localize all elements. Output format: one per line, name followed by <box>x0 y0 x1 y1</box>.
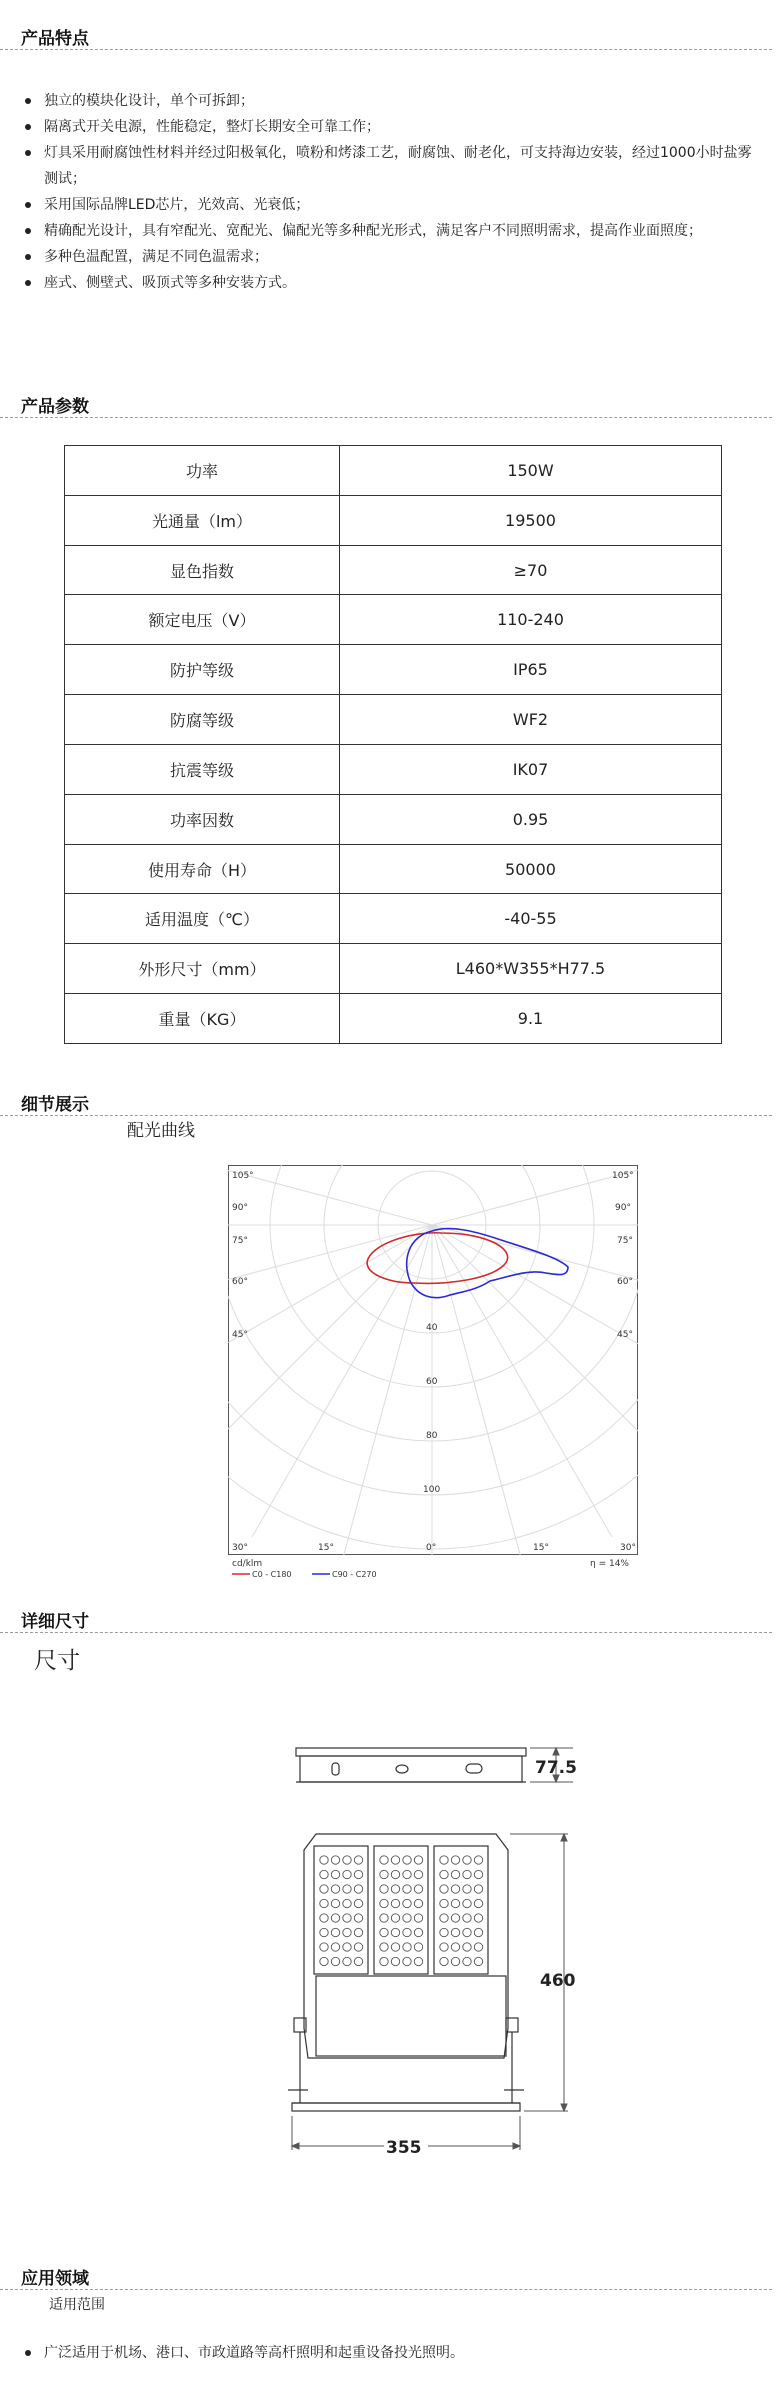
led-lens <box>463 1928 471 1936</box>
param-name: 抗震等级 <box>65 744 340 794</box>
led-lens <box>331 1914 339 1922</box>
led-lens <box>403 1957 411 1965</box>
table-row <box>65 645 722 695</box>
led-lens <box>440 1870 448 1878</box>
param-name: 显色指数 <box>65 545 340 595</box>
param-value: 110-240 <box>340 595 722 645</box>
angle-label: 15° <box>318 1543 334 1553</box>
section-divider <box>0 417 772 418</box>
led-lens <box>414 1899 422 1907</box>
applications-title: 应用领域 <box>21 2269 89 2289</box>
section-divider <box>0 2289 772 2290</box>
led-lens <box>463 1957 471 1965</box>
table-row <box>65 994 722 1044</box>
table-row <box>65 595 722 645</box>
features-list <box>0 88 776 296</box>
led-lens <box>463 1856 471 1864</box>
param-value: IP65 <box>340 645 722 695</box>
led-lens <box>451 1856 459 1864</box>
radial-label: 60 <box>426 1377 438 1387</box>
led-lens <box>391 1943 399 1951</box>
led-lens <box>343 1914 351 1922</box>
led-lens <box>331 1928 339 1936</box>
led-lens <box>451 1914 459 1922</box>
led-lens <box>440 1957 448 1965</box>
angle-label: 15° <box>533 1543 549 1553</box>
section-divider <box>0 49 772 50</box>
led-lens <box>474 1957 482 1965</box>
led-lens <box>343 1885 351 1893</box>
led-lens <box>331 1957 339 1965</box>
angle-label: 90° <box>615 1203 631 1213</box>
param-name: 外形尺寸（mm） <box>65 944 340 994</box>
led-lens <box>331 1943 339 1951</box>
led-lens <box>451 1943 459 1951</box>
curve-label: 配光曲线 <box>127 1121 195 1141</box>
front-view <box>288 1834 524 2111</box>
angle-label: 75° <box>232 1236 248 1246</box>
angle-label: 60° <box>617 1277 633 1287</box>
table-row <box>65 695 722 745</box>
led-lens <box>391 1870 399 1878</box>
led-lens <box>380 1899 388 1907</box>
led-lens <box>354 1856 362 1864</box>
led-lens <box>463 1870 471 1878</box>
features-title: 产品特点 <box>21 29 89 49</box>
led-lens <box>451 1870 459 1878</box>
details-section-header <box>0 1066 776 1118</box>
dimensions-title: 详细尺寸 <box>21 1612 89 1632</box>
led-lens <box>391 1928 399 1936</box>
param-value: L460*W355*H77.5 <box>340 944 722 994</box>
feature-item: 采用国际品牌LED芯片，光效高、光衰低； <box>0 192 776 218</box>
led-lens <box>474 1899 482 1907</box>
polar-chart-svg <box>228 1165 650 1579</box>
led-lens <box>354 1885 362 1893</box>
polar-light-distribution-chart <box>228 1165 650 1579</box>
led-lens <box>331 1856 339 1864</box>
led-lens <box>380 1914 388 1922</box>
efficiency-label: η = 14% <box>590 1559 629 1569</box>
param-name: 光通量（lm） <box>65 495 340 545</box>
height-value: 77.5 <box>535 1758 577 1778</box>
dimensions-section-header <box>0 1583 776 1635</box>
legend-label-c0: C0 - C180 <box>252 1570 292 1579</box>
led-lens <box>380 1943 388 1951</box>
led-lens <box>391 1885 399 1893</box>
param-name: 功率 <box>65 446 340 496</box>
feature-item: 灯具采用耐腐蚀性材料并经过阳极氧化，喷粉和烤漆工艺，耐腐蚀、耐老化，可支持海边安装，经过1000小时盐雾测试； <box>0 140 776 192</box>
angle-label: 45° <box>617 1330 633 1340</box>
param-value: -40-55 <box>340 894 722 944</box>
angle-label: 90° <box>232 1203 248 1213</box>
details-title: 细节展示 <box>21 1095 89 1115</box>
param-value: 50000 <box>340 844 722 894</box>
led-lens <box>474 1856 482 1864</box>
led-lens <box>440 1856 448 1864</box>
feature-item: 独立的模块化设计，单个可拆卸； <box>0 88 776 114</box>
led-lens <box>320 1899 328 1907</box>
applications-section-header <box>0 2240 776 2292</box>
led-module-array <box>320 1856 483 1966</box>
params-table <box>64 445 722 1044</box>
dimension-drawing-svg <box>278 1718 598 2208</box>
led-lens <box>320 1957 328 1965</box>
param-value: 150W <box>340 446 722 496</box>
param-value: 0.95 <box>340 794 722 844</box>
feature-item: 多种色温配置，满足不同色温需求； <box>0 244 776 270</box>
led-lens <box>414 1870 422 1878</box>
led-lens <box>354 1914 362 1922</box>
angle-label: 60° <box>232 1277 248 1287</box>
params-title: 产品参数 <box>21 397 89 417</box>
led-lens <box>320 1856 328 1864</box>
led-lens <box>451 1957 459 1965</box>
led-lens <box>320 1914 328 1922</box>
led-lens <box>354 1870 362 1878</box>
led-lens <box>463 1899 471 1907</box>
table-row <box>65 844 722 894</box>
param-value: WF2 <box>340 695 722 745</box>
led-lens <box>380 1957 388 1965</box>
led-lens <box>451 1899 459 1907</box>
led-lens <box>343 1943 351 1951</box>
param-name: 防护等级 <box>65 645 340 695</box>
led-lens <box>474 1870 482 1878</box>
led-lens <box>440 1928 448 1936</box>
param-name: 适用温度（℃） <box>65 894 340 944</box>
table-row <box>65 495 722 545</box>
param-value: ≥70 <box>340 545 722 595</box>
table-row <box>65 744 722 794</box>
led-lens <box>391 1899 399 1907</box>
led-lens <box>403 1943 411 1951</box>
led-lens <box>403 1899 411 1907</box>
led-lens <box>380 1885 388 1893</box>
led-lens <box>343 1928 351 1936</box>
led-lens <box>320 1870 328 1878</box>
features-section-header <box>0 0 776 52</box>
params-section-header <box>0 368 776 420</box>
led-lens <box>463 1914 471 1922</box>
led-lens <box>331 1899 339 1907</box>
led-lens <box>391 1957 399 1965</box>
dimensions-label: 尺寸 <box>34 1648 80 1674</box>
led-lens <box>320 1943 328 1951</box>
section-divider <box>0 1632 772 1633</box>
led-lens <box>354 1899 362 1907</box>
led-lens <box>474 1914 482 1922</box>
led-lens <box>343 1899 351 1907</box>
param-value: 19500 <box>340 495 722 545</box>
led-lens <box>414 1856 422 1864</box>
angle-label: 75° <box>617 1236 633 1246</box>
table-row <box>65 794 722 844</box>
led-lens <box>440 1943 448 1951</box>
led-lens <box>391 1914 399 1922</box>
legend-label-c90: C90 - C270 <box>332 1570 377 1579</box>
led-lens <box>331 1870 339 1878</box>
param-value: IK07 <box>340 744 722 794</box>
radial-label: 80 <box>426 1431 438 1441</box>
table-row <box>65 894 722 944</box>
angle-label: 45° <box>232 1330 248 1340</box>
led-lens <box>403 1885 411 1893</box>
width-value: 355 <box>386 2138 422 2158</box>
param-name: 功率因数 <box>65 794 340 844</box>
table-row <box>65 446 722 496</box>
angle-label: 30° <box>620 1543 636 1553</box>
led-lens <box>451 1928 459 1936</box>
feature-item: 精确配光设计，具有窄配光、宽配光、偏配光等多种配光形式，满足客户不同照明需求，提高作业面照度； <box>0 218 776 244</box>
led-lens <box>463 1943 471 1951</box>
led-lens <box>343 1957 351 1965</box>
led-lens <box>391 1856 399 1864</box>
led-lens <box>474 1885 482 1893</box>
led-lens <box>403 1928 411 1936</box>
led-lens <box>414 1943 422 1951</box>
radial-label: 40 <box>426 1323 438 1333</box>
applications-label: 适用范围 <box>49 2297 105 2313</box>
led-lens <box>320 1928 328 1936</box>
length-value: 460 <box>540 1971 576 1991</box>
led-lens <box>354 1957 362 1965</box>
side-view <box>296 1748 526 1782</box>
led-lens <box>440 1899 448 1907</box>
table-row <box>65 545 722 595</box>
led-lens <box>331 1885 339 1893</box>
led-lens <box>380 1856 388 1864</box>
table-row <box>65 944 722 994</box>
unit-label: cd/klm <box>232 1559 263 1569</box>
param-name: 重量（KG） <box>65 994 340 1044</box>
section-divider <box>0 1115 772 1116</box>
param-name: 使用寿命（H） <box>65 844 340 894</box>
led-lens <box>474 1943 482 1951</box>
led-lens <box>414 1914 422 1922</box>
led-lens <box>440 1914 448 1922</box>
led-lens <box>474 1928 482 1936</box>
led-lens <box>354 1928 362 1936</box>
feature-item: 隔离式开关电源，性能稳定，整灯长期安全可靠工作； <box>0 114 776 140</box>
led-lens <box>414 1885 422 1893</box>
led-lens <box>463 1885 471 1893</box>
feature-item: 座式、侧壁式、吸顶式等多种安装方式。 <box>0 270 776 296</box>
application-item: 广泛适用于机场、港口、市政道路等高杆照明和起重设备投光照明。 <box>0 2340 776 2366</box>
angle-label: 30° <box>232 1543 248 1553</box>
dimension-drawing <box>278 1718 598 2208</box>
led-lens <box>403 1914 411 1922</box>
led-lens <box>343 1856 351 1864</box>
chart-frame <box>229 1166 638 1555</box>
led-lens <box>380 1870 388 1878</box>
radial-label: 100 <box>423 1485 441 1495</box>
led-lens <box>414 1928 422 1936</box>
led-lens <box>343 1870 351 1878</box>
param-name: 防腐等级 <box>65 695 340 745</box>
param-value: 9.1 <box>340 994 722 1044</box>
applications-list <box>0 2340 776 2366</box>
led-lens <box>320 1885 328 1893</box>
led-lens <box>403 1870 411 1878</box>
led-lens <box>380 1928 388 1936</box>
param-name: 额定电压（V） <box>65 595 340 645</box>
led-lens <box>440 1885 448 1893</box>
led-lens <box>451 1885 459 1893</box>
led-lens <box>414 1957 422 1965</box>
led-lens <box>354 1943 362 1951</box>
angle-label: 105° <box>232 1171 254 1181</box>
angle-label: 0° <box>426 1543 437 1553</box>
angle-label: 105° <box>612 1171 634 1181</box>
led-lens <box>403 1856 411 1864</box>
